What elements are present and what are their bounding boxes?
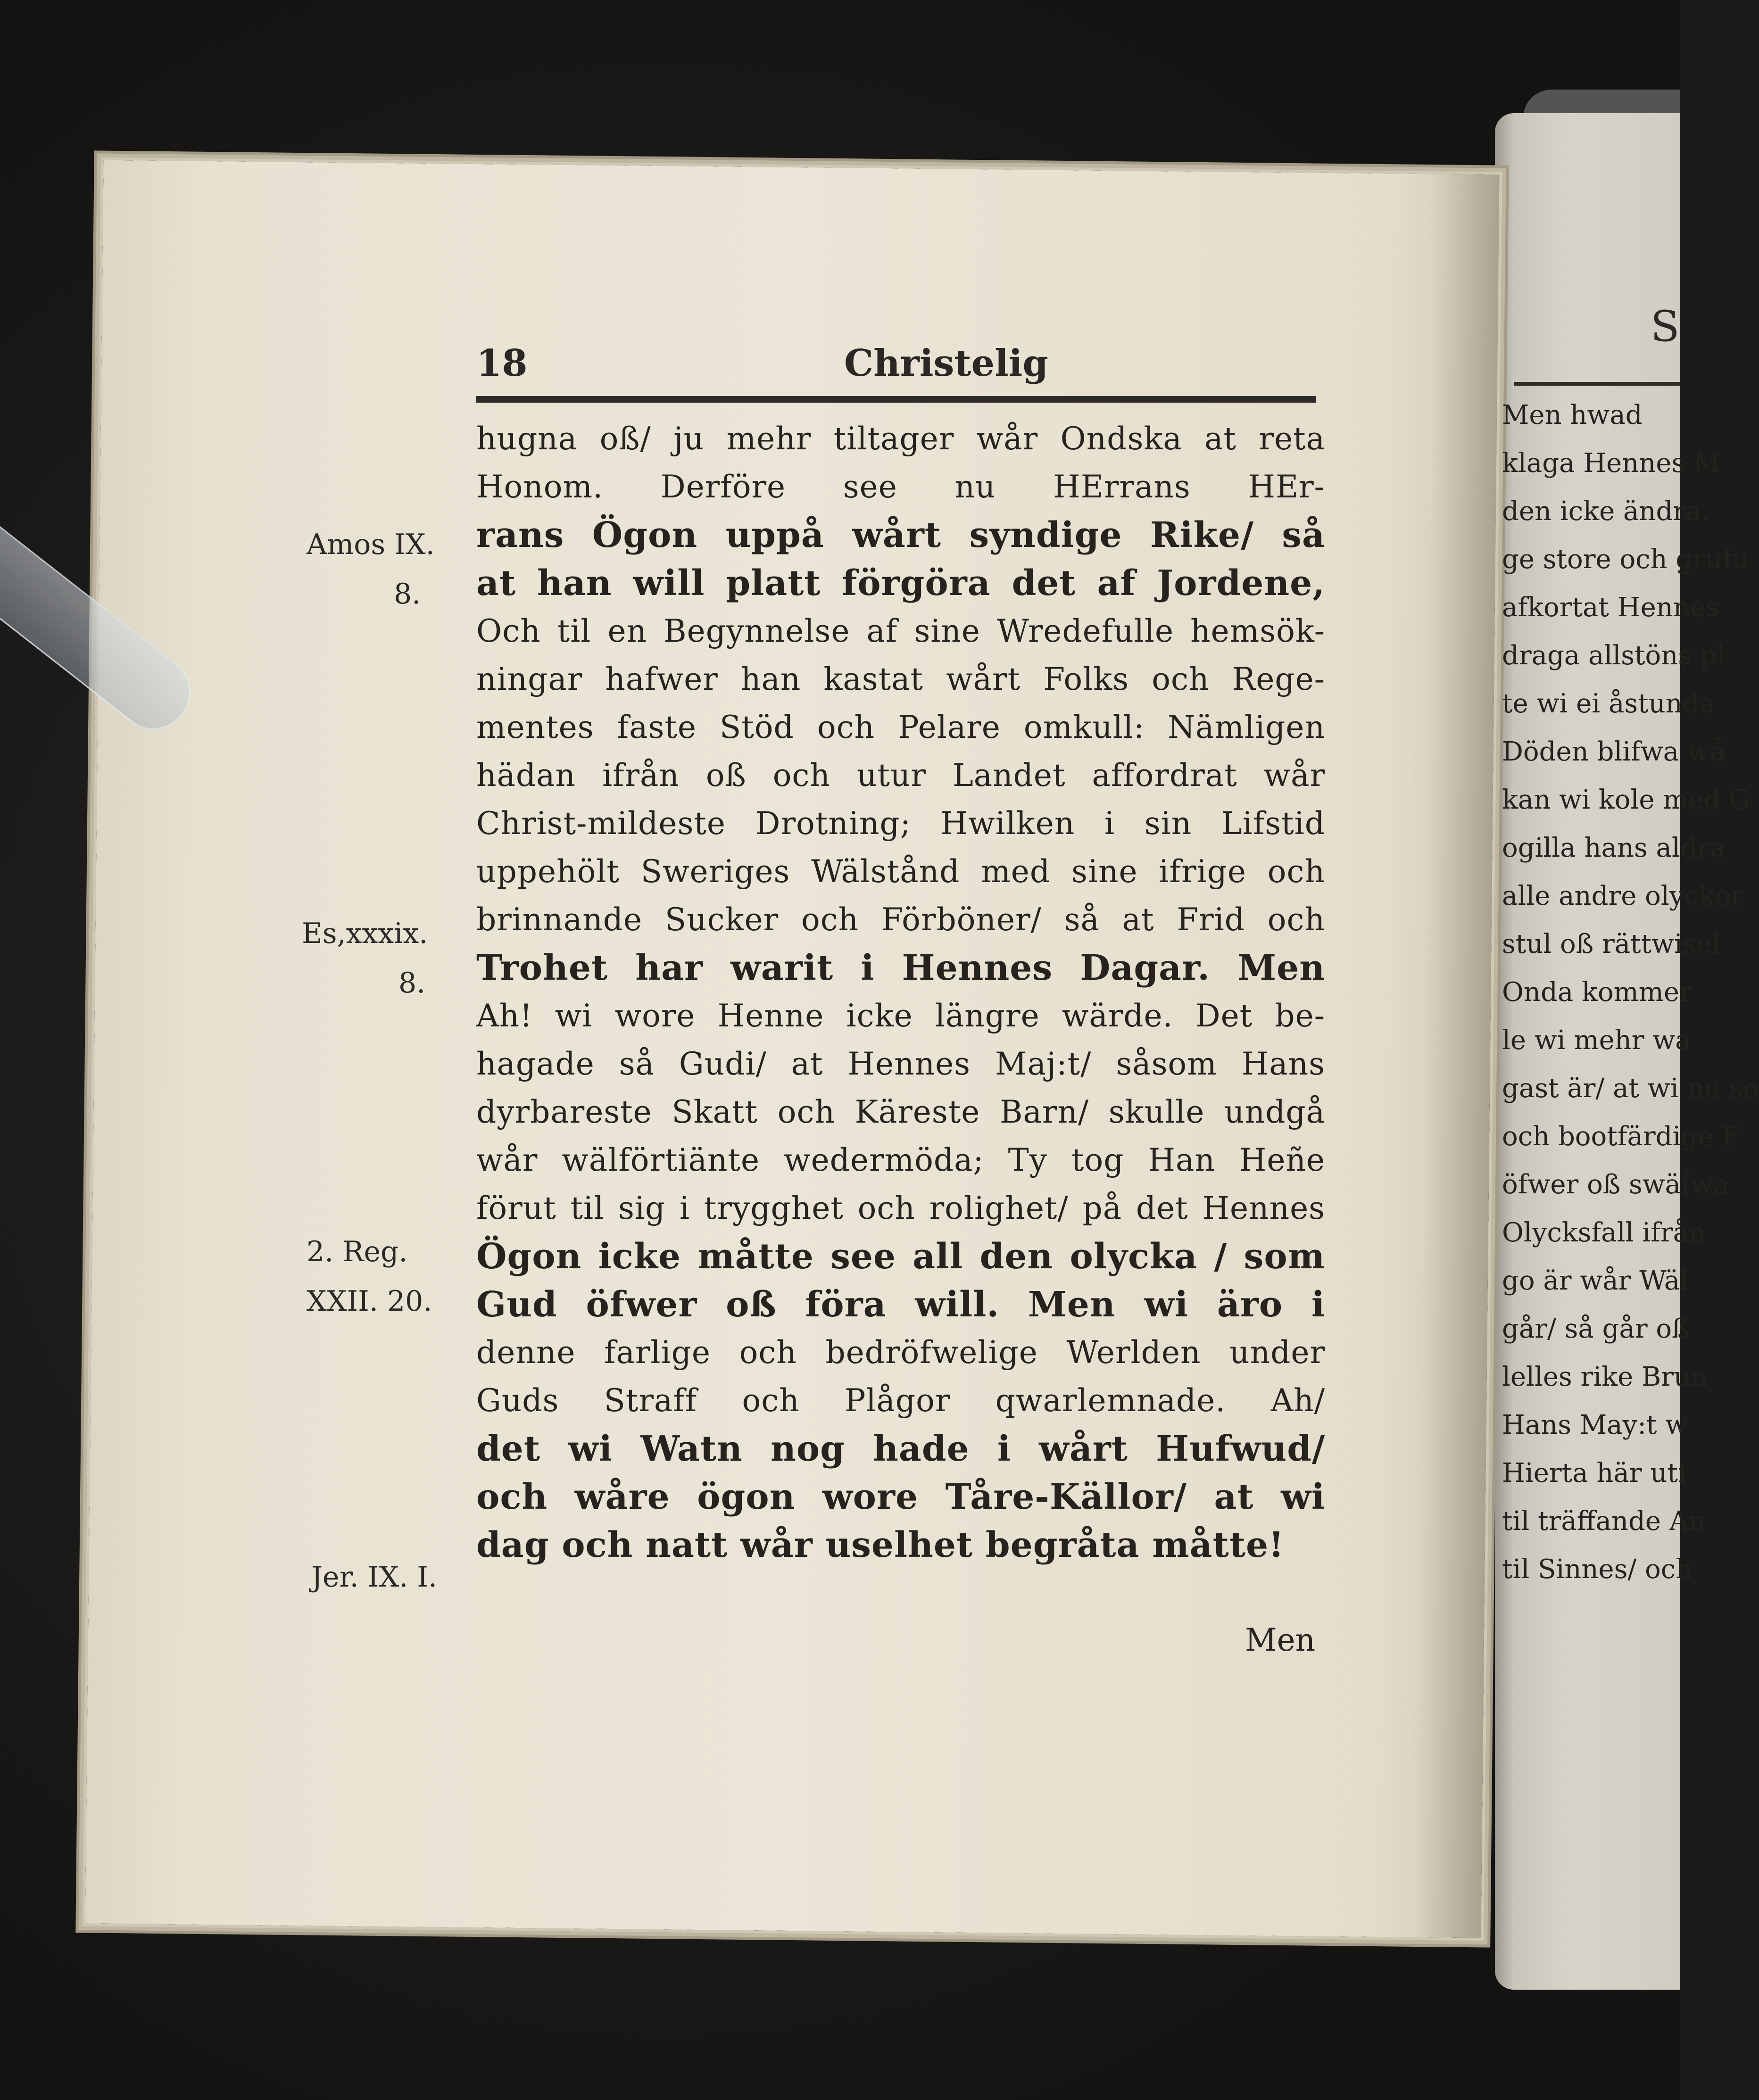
margin-note-amos: Amos IX. <box>307 528 435 561</box>
page-header <box>476 337 1316 394</box>
text-line: at han will platt förgöra det af Jordene, <box>476 563 1325 604</box>
right-text-line: til Sinnes/ och <box>1502 1554 1693 1585</box>
header-rule <box>476 396 1316 403</box>
right-text-line: stul oß rättwisel <box>1502 929 1720 959</box>
right-page-running-head: S <box>1651 302 1680 351</box>
text-line: brinnande Sucker och Förböner/ så at Frid och <box>476 901 1325 938</box>
right-text-line: Döden blifwa wå <box>1502 736 1726 767</box>
text-line: hädan ifrån oß och utur Landet affordrat wår <box>476 757 1325 794</box>
text-line: dyrbareste Skatt och Käreste Barn/ skulle undgå <box>476 1094 1325 1130</box>
right-page-rule <box>1514 382 1680 386</box>
right-text-line: Hans May:t w <box>1502 1410 1688 1440</box>
margin-note-amos-verse: 8. <box>394 578 421 611</box>
text-line: Honom. Derföre see nu HErrans HEr- <box>476 469 1325 505</box>
text-line: Och til en Begynnelse af sine Wredefulle hemsök- <box>476 613 1325 649</box>
text-line: och wåre ögon wore Tåre-Källor/ at wi <box>476 1477 1325 1517</box>
right-text-line: Hierta här uti <box>1502 1458 1686 1488</box>
right-text-line: ogilla hans aldra <box>1502 833 1726 863</box>
text-line: hagade så Gudi/ at Hennes Maj:t/ såsom Hans <box>476 1046 1325 1082</box>
right-text-line: öfwer oß swäfwa <box>1502 1169 1729 1200</box>
right-text-line: le wi mehr wa <box>1502 1025 1691 1056</box>
right-text-line: te wi ei åstunda <box>1502 688 1715 719</box>
text-line: Guds Straff och Plågor qwarlemnade. Ah/ <box>476 1382 1325 1419</box>
text-line: Trohet har warit i Hennes Dagar. Men <box>476 948 1325 988</box>
right-text-line: til träffande An <box>1502 1506 1706 1537</box>
right-text-line: klaga Hennes M <box>1502 448 1721 479</box>
text-line: hugna oß/ ju mehr tiltager wår Ondska at reta <box>476 421 1325 457</box>
text-line: ningar hafwer han kastat wårt Folks och Rege- <box>476 661 1325 697</box>
right-text-line: Onda kommer <box>1502 977 1692 1008</box>
right-page-text <box>1502 391 1759 1594</box>
margin-note-esaias: Es,xxxix. <box>302 917 428 950</box>
right-text-line: draga allstöns pl <box>1502 640 1726 671</box>
text-line: Ögon icke måtte see all den olycka / som <box>476 1236 1325 1277</box>
right-text-line: ge store och grufu <box>1502 544 1749 575</box>
right-text-line: Olycksfall ifrån <box>1502 1217 1706 1248</box>
right-text-line: alle andre olyckor <box>1502 881 1744 911</box>
right-text-line: kan wi kole med G <box>1502 785 1750 815</box>
catchword: Men <box>1245 1622 1316 1658</box>
right-text-line: afkortat Hennes <box>1502 592 1719 623</box>
text-line: förut til sig i trygghet och rolighet/ på det Hennes <box>476 1190 1325 1226</box>
right-text-line: den icke ändra. <box>1502 496 1710 527</box>
text-line: dag och natt wår uselhet begråta måtte! <box>476 1525 1285 1565</box>
running-head: Christelig <box>844 342 1048 385</box>
text-line: Christ-mildeste Drotning; Hwilken i sin Lifstid <box>476 805 1325 842</box>
right-text-line: Men hwad <box>1502 400 1643 430</box>
right-text-line: lelles rike Brun <box>1502 1362 1708 1392</box>
text-line: Gud öfwer oß föra will. Men wi äro i <box>476 1284 1325 1325</box>
body-text <box>476 415 1325 1569</box>
margin-note-esaias-verse: 8. <box>398 967 426 1000</box>
margin-note-jer: Jer. IX. I. <box>311 1561 438 1594</box>
text-line: Ah! wi wore Henne icke längre wärde. Det be- <box>476 998 1325 1034</box>
page-number: 18 <box>476 342 528 385</box>
text-line: uppehölt Sweriges Wälstånd med sine ifrige och <box>476 853 1325 890</box>
text-line: rans Ögon uppå wårt syndige Rike/ så <box>476 515 1325 555</box>
text-line: mentes faste Stöd och Pelare omkull: Nämligen <box>476 709 1325 745</box>
margin-note-reg: 2. Reg. <box>307 1235 408 1268</box>
right-text-line: go är wår Wäl <box>1502 1265 1689 1296</box>
right-text-line: gast är/ at wi nu so <box>1502 1073 1759 1104</box>
margin-note-reg-verse: XXII. 20. <box>307 1285 432 1318</box>
right-text-line: och bootfärdige F <box>1502 1121 1741 1152</box>
text-line: denne farlige och bedröfwelige Werlden under <box>476 1334 1325 1371</box>
right-text-line: går/ så går oß <box>1502 1314 1690 1344</box>
text-line: det wi Watn nog hade i wårt Hufwud/ <box>476 1429 1325 1469</box>
text-line: wår wälförtiänte wedermöda; Ty tog Han Heñe <box>476 1142 1325 1178</box>
